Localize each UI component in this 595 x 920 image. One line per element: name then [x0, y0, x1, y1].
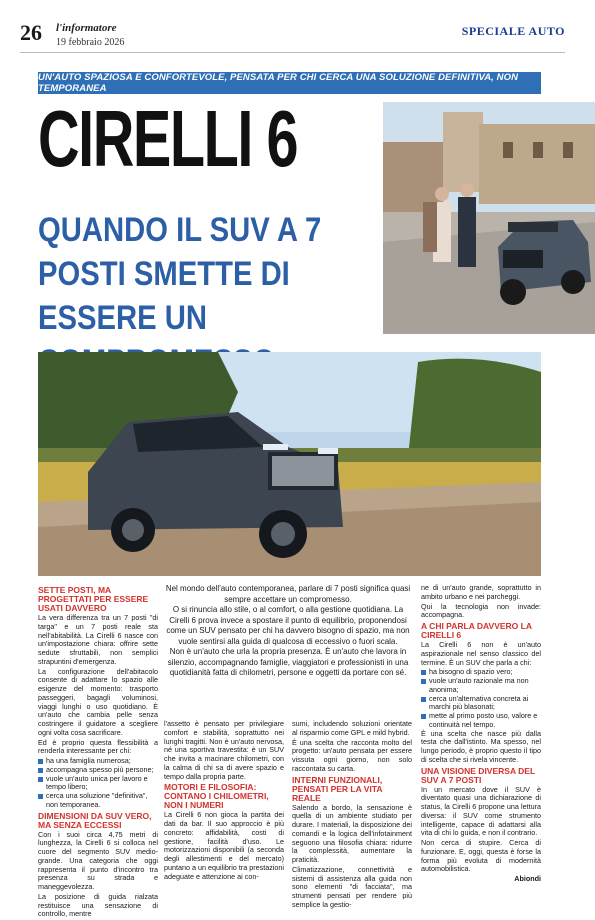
- paragraph: Climatizzazione, connettività e sistemi di assistenza alla guida non sono elementi "di facciata", ma strumenti pensati per rendere più semplice la gestio-: [292, 864, 412, 909]
- lead-paragraph: Nel mondo dell'auto contemporanea, parlare di 7 posti significa quasi sempre accettare un compromesso.: [165, 584, 411, 604]
- paragraph: La Cirelli 6 non è un'auto aspirazionale nel senso classico del termine. È un SUV che parla a chi:: [421, 640, 541, 667]
- dealership-scene-illustration: [383, 102, 595, 334]
- paragraph: ne di un'auto grande, soprattutto in ambito urbano e nei parcheggi.: [421, 583, 541, 601]
- subheadline: QUANDO IL SUV A 7 POSTI SMETTE DI ESSERE UN: [38, 211, 322, 337]
- paragraph: l'assetto è pensato per privilegiare comfort e stabilità, soprattutto nei lunghi tragitti. Non è un'auto nervosa, né una sportiva travestita: è un SUV che invita a macinare chilometri, con la calma di chi sa di avere spazio e tempo dalla propria parte.: [164, 719, 284, 781]
- page-header: [20, 18, 565, 60]
- article-column-2: [164, 720, 284, 882]
- publication-name: l'informatore: [56, 22, 117, 34]
- subheading: INTERNI FUNZIONALI, PENSATI PER LA VITA REALE: [292, 774, 383, 803]
- paragraph: La configurazione dell'abitacolo consente di adattare lo spazio alle esigenze del momento: trasporto passeggeri, bagagli voluminosi, viaggi lunghi o uso quotidiano. È un'auto che cambia pelle senza costringere il guidatore a scegliere ogni volta cosa sacrificare.: [38, 666, 158, 737]
- list-item: mette al primo posto uso, valore e continuità nel tempo.: [421, 712, 541, 730]
- bullet-list: [421, 668, 541, 729]
- article-column-3: [292, 720, 412, 911]
- circular-photo-suv-dealership: [383, 102, 595, 334]
- article-column-1: [38, 584, 158, 920]
- lead-paragraph: O si rinuncia allo stile, o al comfort, o alla gestione quotidiana. La Cirelli 6 prova invece a spostare il punto di equilibrio, proponendosi come un SUV pensato per chi ha davvero bisogno di spazio, ma non vuole sentirsi alla guida di qualcosa di eccessivo o fuori scala.: [166, 605, 410, 646]
- main-photo-suv-countryside: [38, 352, 541, 576]
- list-item: vuole un'auto razionale ma non anonima;: [421, 677, 541, 695]
- list-item: accompagna spesso più persone;: [38, 766, 158, 775]
- paragraph: La vera differenza tra un 7 posti "di targa" e un 7 posti reale sta nell'abitabilità. La Cirelli 6 nasce con un'impostazione chiara: offrire sette sedute sfruttabili, non semplici strapuntini d'emergenza.: [38, 613, 158, 666]
- subheading: A CHI PARLA DAVVERO LA CIRELLI 6: [421, 621, 532, 640]
- list-item: cerca un'alternativa concreta ai marchi più blasonati;: [421, 695, 541, 713]
- bullet-list: [38, 757, 158, 810]
- paragraph: È una scelta che racconta molto del progetto: un'auto pensata per essere vissuta ogni giorno, non solo raccontata su carta.: [292, 737, 412, 773]
- paragraph: È una scelta che nasce più dalla testa che dall'istinto. Ma spesso, nel lungo periodo, è proprio questo il tipo di scelta che si rivela vincente.: [421, 728, 541, 764]
- article-lead: [164, 584, 412, 679]
- paragraph: La Cirelli 6 non gioca la partita dei dati da bar. Il suo approccio è più concreto: affidabilità, costi di gestione, facilità d'uso. Le motorizzazioni disponibili (a seconda degli allestimenti e del mercato) puntano a un equilibrio tra prestazioni adeguate e attenzione ai con-: [164, 810, 284, 881]
- paragraph: La posizione di guida rialzata restituisce una sensazione di controllo, mentre: [38, 891, 158, 919]
- paragraph: Non cerca di stupire. Cerca di funzionare. E, oggi, questa è forse la forma più evoluta di modernità automobilistica.: [421, 838, 541, 874]
- paragraph: sumi, includendo soluzioni orientate al risparmio come GPL e mild hybrid.: [292, 719, 412, 737]
- paragraph: Salendo a bordo, la sensazione è quella di un ambiente studiato per durare. I materiali, la disposizione dei comandi e la logica dell'infotainment seguono una filosofia chiara: ridurre la complessità, aumentare la praticità.: [292, 802, 412, 864]
- list-item: cerca una soluzione "definitiva", non temporanea.: [38, 792, 158, 810]
- article-column-4: [421, 584, 541, 884]
- paragraph: Ed è proprio questa flessibilità a renderla interessante per chi:: [38, 737, 158, 756]
- issue-date: 19 febbraio 2026: [56, 37, 125, 48]
- author-signoff: Abiondi: [514, 874, 541, 883]
- subheading: DIMENSIONI DA SUV VERO, MA SENZA ECCESSI: [38, 810, 152, 830]
- paragraph: Qui la tecnologia non invade: accompagna.: [421, 601, 541, 620]
- subheading: SETTE POSTI, MA PROGETTATI PER ESSERE USATI DAVVERO: [38, 585, 149, 613]
- subheading: MOTORI E FILOSOFIA: CONTANO I CHILOMETRI, NON I NUMERI: [164, 782, 269, 811]
- page-number: 26: [20, 20, 42, 45]
- paragraph: Con i suoi circa 4,75 metri di lunghezza, la Cirelli 6 si colloca nel cuore del segmento SUV medio-grande. Una categoria che oggi rappresenta il punto d'incontro tra presenza su strada e maneggevolezza.: [38, 829, 158, 891]
- list-item: ha bisogno di spazio vero;: [421, 668, 541, 677]
- headline: CIRELLI 6: [38, 94, 298, 183]
- list-item: ha una famiglia numerosa;: [38, 757, 158, 766]
- list-item: vuole un'auto unica per lavoro e tempo libero;: [38, 775, 158, 793]
- kicker-banner: UN'AUTO SPAZIOSA E CONFORTEVOLE, PENSATA PER CHI CERCA UNA SOLUZIONE DEFINITIVA, NON TEMPORANEA: [38, 72, 541, 94]
- suv-countryside-illustration: [38, 352, 541, 576]
- paragraph: In un mercato dove il SUV è diventato quasi una dichiarazione di status, la Cirelli 6 propone una lettura diversa: il SUV come strumento intelligente, capace di adattarsi alla vita di chi lo guida, e non il contrario.: [421, 784, 541, 838]
- lead-paragraph: Non è un'auto che urla la propria presenza. È un'auto che lavora in silenzio, accompagnando famiglie, viaggiatori e professionisti in una quotidianità fatta di chilometri, persone e oggetti da portare con sé.: [167, 647, 409, 677]
- header-divider: [20, 52, 565, 53]
- subheading: UNA VISIONE DIVERSA DEL SUV A 7 POSTI: [421, 765, 535, 785]
- section-label: SPECIALE AUTO: [461, 24, 565, 38]
